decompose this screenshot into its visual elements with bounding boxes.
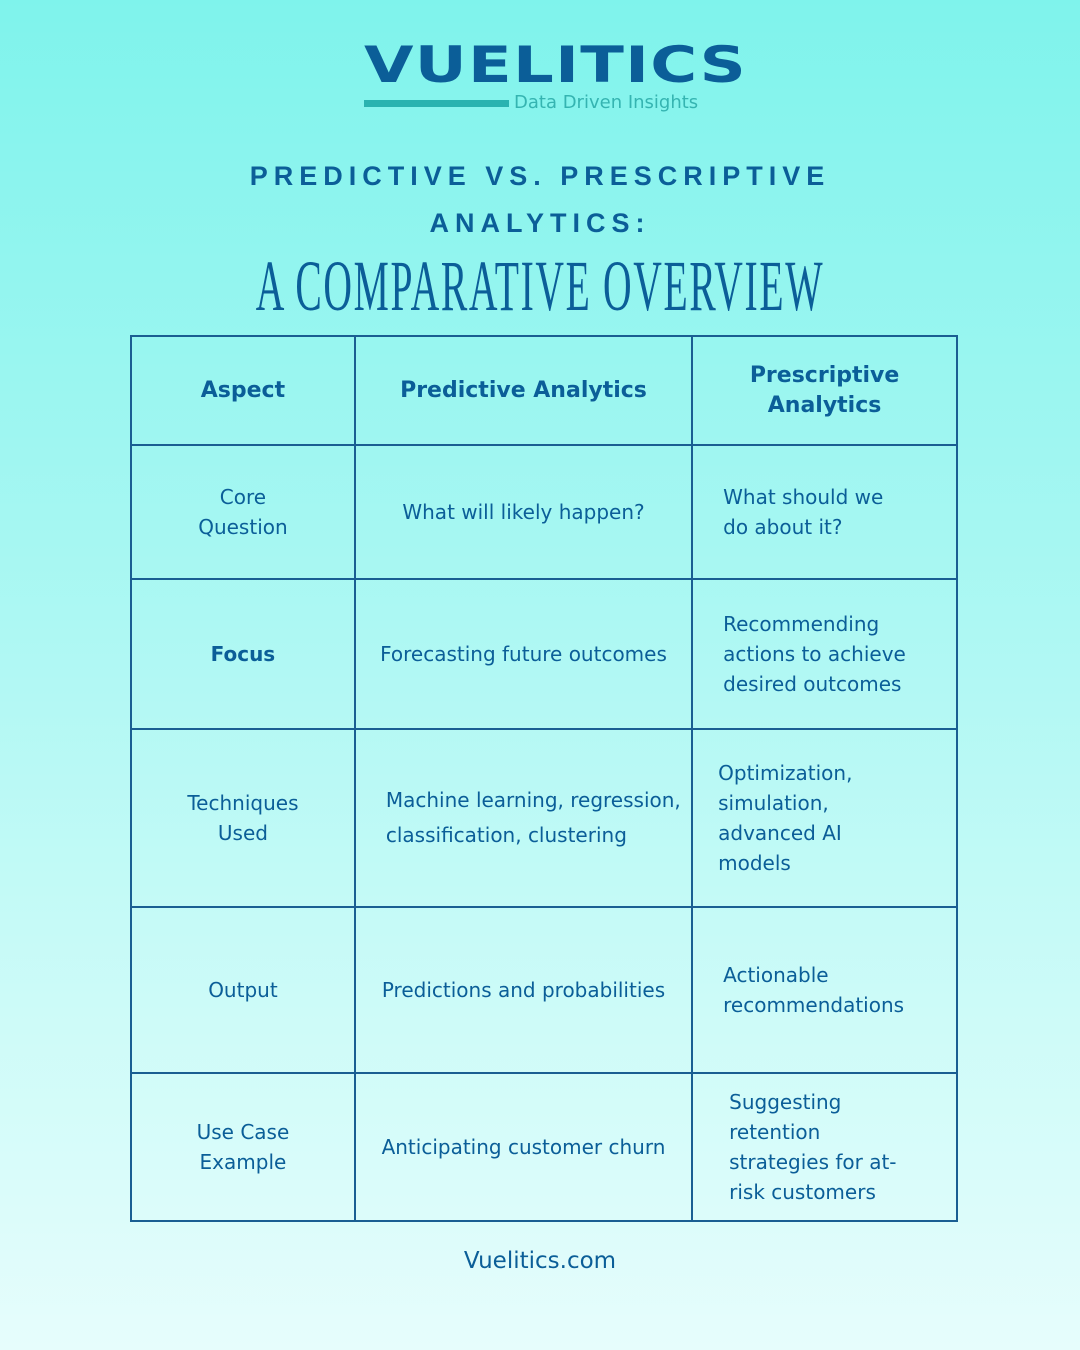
cell-predictive: Machine learning, regression, classification, clustering <box>355 729 692 907</box>
cell-aspect: Core Question <box>131 445 355 579</box>
header-aspect: Aspect <box>131 336 355 445</box>
cell-aspect: Use Case Example <box>131 1073 355 1221</box>
header-row <box>131 336 957 445</box>
cell-aspect: Output <box>131 907 355 1073</box>
subtitle: A COMPARATIVE OVERVIEW <box>255 246 825 326</box>
title-line-2: ANALYTICS: <box>429 208 651 238</box>
logo <box>364 36 748 120</box>
cell-predictive: Predictions and probabilities <box>355 907 692 1073</box>
logo-tagline: Data Driven Insights <box>514 92 699 113</box>
cell-prescriptive: Actionable recommendations <box>692 907 957 1073</box>
table-row <box>131 1073 957 1221</box>
table-row <box>131 445 957 579</box>
logo-wordmark: VUELITICS <box>364 36 748 94</box>
cell-prescriptive: Optimization, simulation, advanced AI models <box>692 729 957 907</box>
cell-aspect: Focus <box>131 579 355 729</box>
cell-predictive: What will likely happen? <box>355 445 692 579</box>
header-prescriptive: Prescriptive Analytics <box>692 336 957 445</box>
title-line-1: PREDICTIVE VS. PRESCRIPTIVE <box>249 161 831 191</box>
table-row <box>131 729 957 907</box>
cell-prescriptive: Suggesting retention strategies for at-risk customers <box>692 1073 957 1221</box>
header-predictive: Predictive Analytics <box>355 336 692 445</box>
table-row <box>131 579 957 729</box>
footer-link[interactable]: Vuelitics.com <box>463 1248 617 1274</box>
cell-aspect: Techniques Used <box>131 729 355 907</box>
logo-bar <box>364 100 509 107</box>
cell-prescriptive: What should we do about it? <box>692 445 957 579</box>
table-row <box>131 907 957 1073</box>
comparison-table <box>130 335 958 1222</box>
cell-prescriptive: Recommending actions to achieve desired outcomes <box>692 579 957 729</box>
cell-predictive: Forecasting future outcomes <box>355 579 692 729</box>
cell-predictive: Anticipating customer churn <box>355 1073 692 1221</box>
